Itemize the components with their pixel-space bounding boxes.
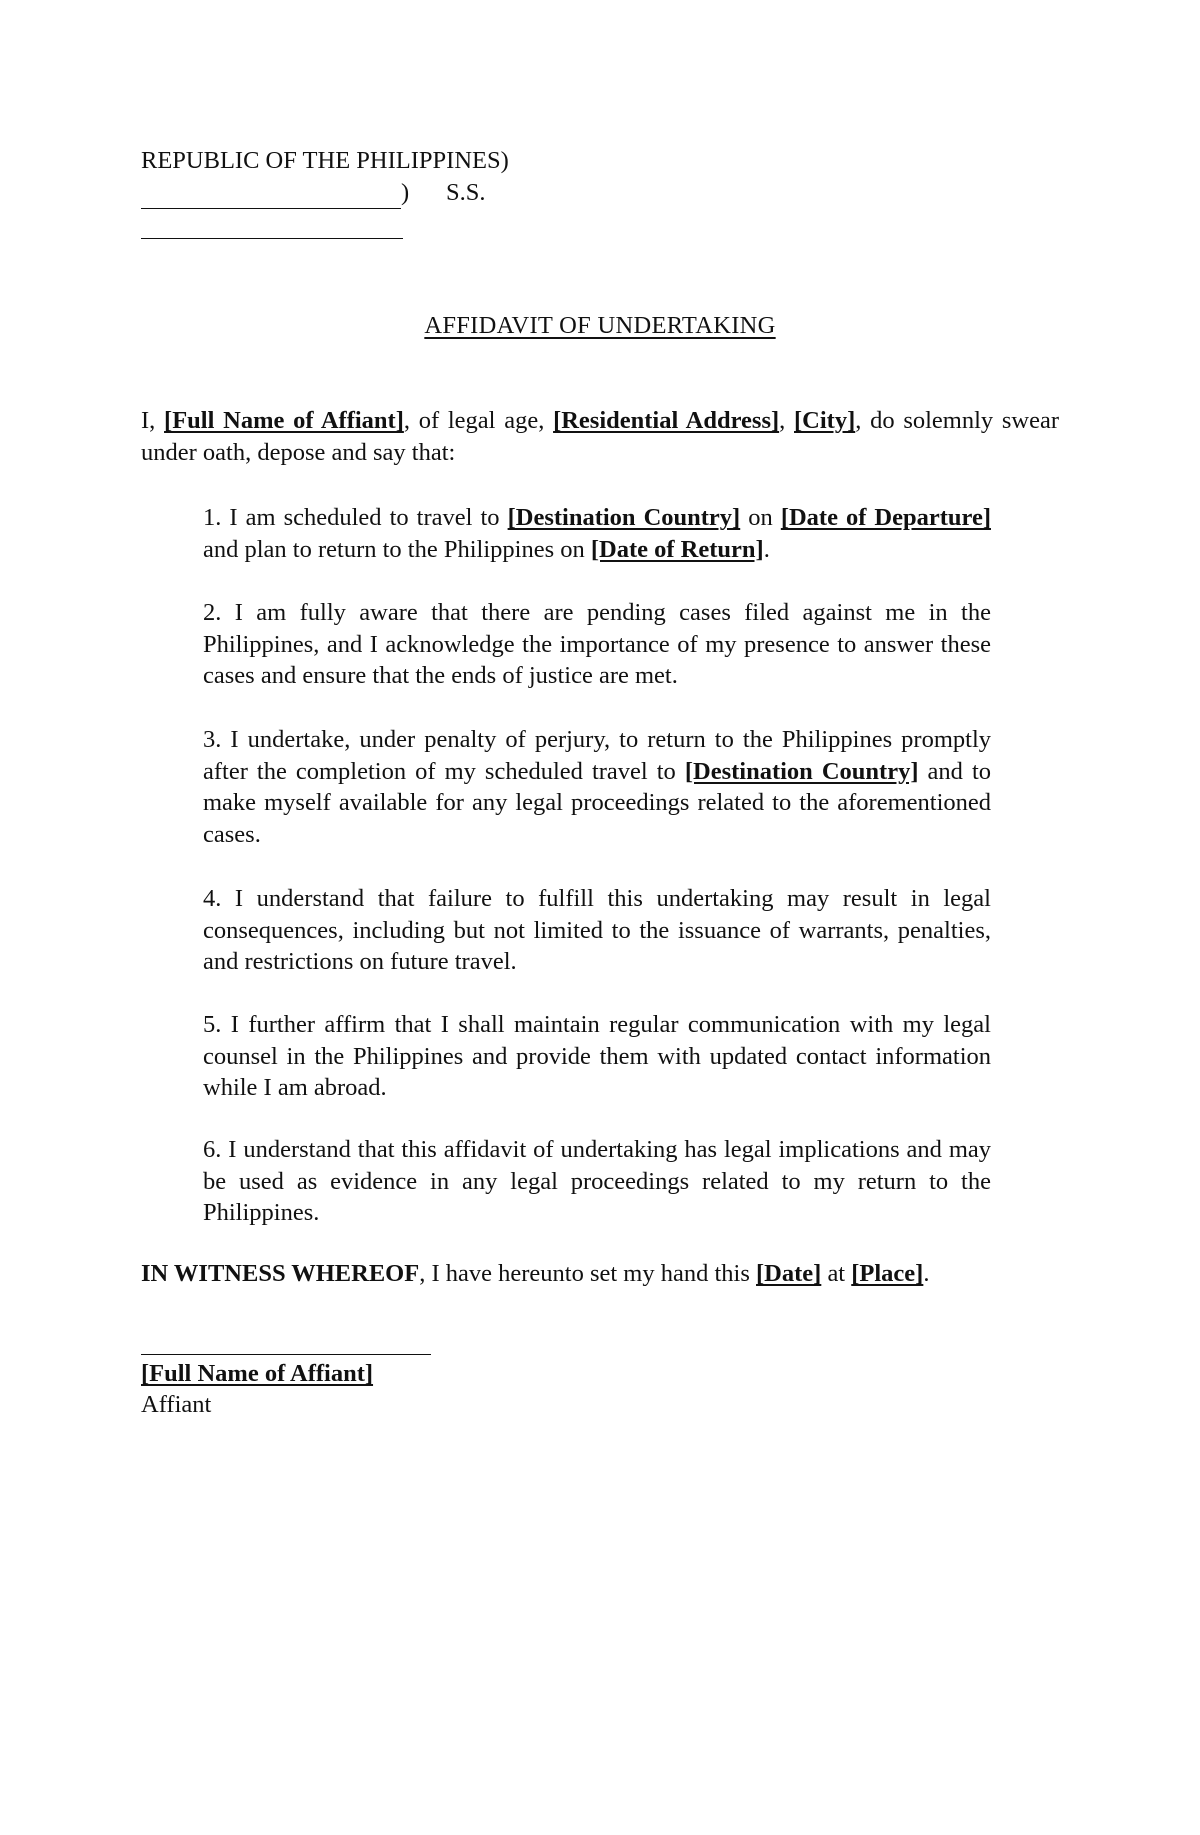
- document-title: AFFIDAVIT OF UNDERTAKING: [424, 312, 776, 339]
- paragraph-3: [203, 724, 991, 850]
- placeholder-place: [Place]: [851, 1260, 924, 1287]
- paragraph-1: [203, 502, 991, 565]
- placeholder-residential-address: [Residential Address]: [553, 407, 780, 434]
- placeholder-city: [City]: [794, 407, 856, 434]
- intro-age-text: , of legal age,: [403, 407, 545, 434]
- paragraph-4: 4. I understand that failure to fulfill this undertaking may result in legal consequences, including but not limited to the issuance of warrants, penalties, and restrictions on future travel.: [203, 885, 991, 975]
- venue-blank-line-2: [141, 238, 403, 239]
- signature-role: Affiant: [141, 1391, 212, 1418]
- paragraph-5: 5. I further affirm that I shall maintain regular communication with my legal counsel in the Philippines and provide them with updated contact information while I am abroad.: [203, 1011, 991, 1101]
- witness-text-b: at: [827, 1260, 846, 1287]
- p1-text-b: on: [748, 504, 773, 531]
- placeholder-date-of-departure: [Date of Departure]: [780, 504, 991, 531]
- witness-lead: IN WITNESS WHEREOF: [141, 1260, 420, 1287]
- intro-suffix: do solemnly swear under oath, depose and say that:: [141, 407, 1060, 466]
- venue-republic: REPUBLIC OF THE PHILIPPINES): [141, 147, 509, 174]
- p1-text-a: 1. I am scheduled to travel to: [203, 504, 500, 531]
- venue-block: [141, 145, 509, 177]
- intro-paragraph: I, [Full Name of Affiant], of legal age, [Residential Address], [City], do solemnly swear under oath, depose and say that:: [141, 407, 1060, 466]
- signature-line: [141, 1354, 431, 1355]
- signature-name: [Full Name of Affiant]: [141, 1360, 374, 1387]
- witness-clause: [141, 1258, 929, 1290]
- witness-text-c: .: [923, 1260, 930, 1287]
- venue-line2-paren: ): [401, 179, 410, 206]
- p3-text-a: 3. I undertake, under penalty of perjury, to return to the Philippines promptly after the completion of my scheduled travel to: [203, 726, 991, 785]
- placeholder-destination-country: [Destination Country]: [507, 504, 741, 531]
- placeholder-affiant-name: [Full Name of Affiant]: [164, 407, 404, 434]
- p3-text-b: and to make myself available for any legal proceedings related to the aforementioned cases.: [203, 757, 992, 848]
- placeholder-date-of-return: [Date of Return]: [590, 535, 764, 563]
- placeholder-date: [Date]: [756, 1260, 822, 1287]
- intro-prefix: I,: [141, 407, 156, 434]
- venue-ss: S.S.: [446, 179, 486, 206]
- p1-text-d: .: [763, 535, 770, 563]
- p1-text-c: and plan to return to the Philippines on: [203, 535, 585, 563]
- paragraph-2: 2. I am fully aware that there are pending cases filed against me in the Philippines, and I acknowledge the importance of my presence to answer these cases and ensure that the ends of justice are met.: [203, 599, 991, 689]
- placeholder-destination-country-2: [Destination Country]: [684, 757, 919, 785]
- witness-text-a: , I have hereunto set my hand this: [419, 1260, 750, 1287]
- venue-blank-line-1: [141, 208, 401, 209]
- paragraph-6: 6. I understand that this affidavit of undertaking has legal implications and may be used as evidence in any legal proceedings related to my return to the Philippines.: [203, 1136, 991, 1226]
